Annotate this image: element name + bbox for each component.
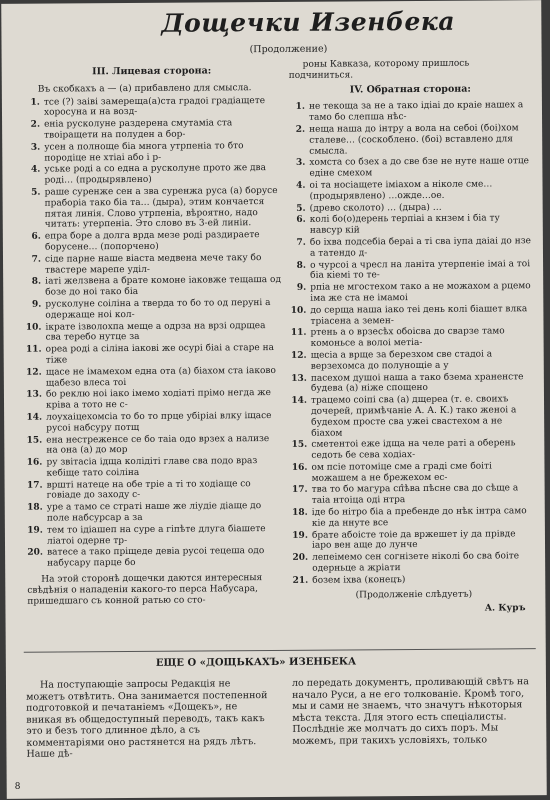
line-text: ікрате ізволохпа меще а одрза на врзі одрщеа сва теребо нутце за <box>45 320 266 343</box>
numbered-line <box>291 349 534 372</box>
line-number: 19. <box>292 530 308 541</box>
line-number: 3. <box>30 142 41 153</box>
line-text: ена нестреженсе се бо таіа одо врзех а нализе на она (а) до мор <box>46 433 270 456</box>
line-number: 10. <box>290 305 307 316</box>
numbered-line <box>291 327 534 350</box>
line-text: ватесе а тако пріщеде девіа русоі тецеша одо набусару парце бо <box>47 546 265 569</box>
numbered-line <box>292 506 535 529</box>
line-number: 8. <box>296 260 307 271</box>
numbered-line <box>290 236 533 259</box>
line-number: 5. <box>31 187 41 198</box>
left-column <box>24 62 284 609</box>
numbered-line <box>292 551 535 574</box>
numbered-line <box>289 179 532 202</box>
page-title: Дощечки Изенбека <box>161 6 456 38</box>
line-number: 16. <box>26 457 43 468</box>
numbered-line <box>27 501 283 524</box>
line-text: неща наша до інтру а вола на себоі (боі)хом сталеве… (соскоблено. (боі) вставлено для смысла. <box>309 123 519 157</box>
line-text: сметентоі еже ідща на челе раті а оберень седоть бе сева ходіах- <box>311 438 516 461</box>
line-number: 12. <box>26 367 42 378</box>
line-number: 17. <box>291 485 308 496</box>
author-signature: А. Куръ <box>484 603 526 614</box>
line-text: ртень а о врзесѣх обоісва до сварзе тамо комоньсе а волоі метіа- <box>310 326 505 349</box>
numbered-line <box>26 343 282 366</box>
line-number: 15. <box>291 440 308 451</box>
line-text: бо реклю ноі іако імемо ходіаті прімо негда же кріва а тото не с- <box>45 388 271 411</box>
line-number: 6. <box>31 231 41 242</box>
line-number: 8. <box>31 276 42 288</box>
numbered-line <box>26 366 282 389</box>
continued-paragraph: роны Кавказа, которому пришлось подчиниться. <box>288 58 470 81</box>
line-number: 5. <box>296 203 306 214</box>
line-number: 11. <box>25 344 42 355</box>
numbered-line <box>27 546 283 569</box>
line-text: русколуне соіліна а тверда то бо то од перуні а одержаще ноі кол- <box>45 297 271 321</box>
line-text: епра боре а долга врда мезе роді раздираете борусене… (попорчено) <box>44 230 260 253</box>
line-number: 7. <box>31 254 42 265</box>
line-text: хомста со бзех а до све бзе не нуте наше отце едіне смехом <box>309 156 529 179</box>
line-text: ореа роді а сіліна іакові же осурі біаі а старе на тіже <box>45 343 274 366</box>
numbered-line <box>290 304 533 327</box>
line-text: до серща наша іако теі день колі біашет влка тріасена а земен- <box>310 303 528 327</box>
numbered-line <box>290 214 533 237</box>
section-heading-back: IV. Обратная сторона: <box>349 83 471 96</box>
line-number: 1. <box>30 97 40 108</box>
line-text: ру звітасіа ідща колідіті главе сва подо враз кебіще тато соіліна <box>46 456 258 479</box>
line-number: 3. <box>295 158 306 169</box>
line-number: 7. <box>296 237 306 248</box>
line-number: 14. <box>26 412 43 423</box>
line-number: 11. <box>290 328 307 339</box>
line-text: рпіа не мгостехом тако а не можахом а рцемо іма же ста не імамоі <box>310 281 531 304</box>
numbered-line <box>290 259 533 282</box>
numbered-line <box>291 372 534 395</box>
numbered-line <box>24 141 280 164</box>
numbered-line <box>25 275 281 298</box>
line-number: 9. <box>31 299 42 310</box>
line-text: трацемо соіпі сва (а) дщереа (т. е. своихъ дочерей, примѣчаніе А. А. К.) тако женоі а будехом просте сва ужеі свастехом а не біахом <box>310 394 517 439</box>
line-number: 4. <box>296 180 306 191</box>
numbered-line <box>292 574 535 586</box>
numbered-line <box>26 411 282 434</box>
numbered-line <box>25 320 281 343</box>
numbered-line <box>26 388 282 411</box>
numbered-line <box>291 438 534 461</box>
numbered-line <box>290 202 533 214</box>
numbered-line <box>292 484 535 507</box>
numbered-line <box>24 163 280 186</box>
article-right-text: ло передать документъ, проливающій свѣтъ на начало Руси, а не его толкованіе. Кромѣ того, мы и сами не знаемъ, что значутъ нѣкоторыя мѣста текста. Для этого есть спеціалисты. Послѣдніе же молчатъ до сихъ поръ. Мы можемъ, при такихъ условіяхъ, только <box>291 676 529 747</box>
numbered-line <box>292 529 535 552</box>
line-text: тсе (?) заіві замереща(а)ста градоі градіащете хоросуна и на возд- <box>43 95 266 118</box>
divider-line <box>24 648 536 653</box>
line-number: 15. <box>26 435 43 446</box>
line-text: іаті желзвена а брате комоне іаковже тещаша од бозе до ноі тако біа <box>45 275 282 298</box>
to-be-continued: (Продолженіе слѣдуетъ) <box>355 589 473 601</box>
numbered-line <box>27 479 283 502</box>
section-heading-face: III. Лицевая сторона: <box>92 65 212 78</box>
line-number: 2. <box>295 124 306 135</box>
outro-paragraph: На этой сторонѣ дощечки даются интересныя свѣдѣнія о нападеніи какого-то перса Набусара, пришедшаго съ конной ратью со сто- <box>27 573 263 607</box>
line-text: уське роді а со една а русколуне прото же два роді… (продырявлено) <box>44 163 267 186</box>
line-text: усен а полноще біа многа утрпеніа то бто породіце не хтіаі або і р- <box>44 140 244 164</box>
line-number: 20. <box>27 548 44 559</box>
line-number: 19. <box>27 525 43 536</box>
left-item-list <box>24 96 283 570</box>
page-number: 8 <box>14 781 21 792</box>
numbered-line <box>289 101 532 124</box>
line-text: ом псіе потоміце сме а граді сме боіті можашем а не брежехом ес- <box>311 461 492 484</box>
line-number: 18. <box>27 502 43 514</box>
numbered-line <box>26 433 282 456</box>
article-title: ЕЩЕ О «ДОЩЬКАХЪ» ИЗЕНБЕКА <box>155 656 357 669</box>
document-page <box>1 0 547 799</box>
page-subtitle: (Продолжение) <box>249 43 328 56</box>
line-text: оі та носіащете іміахом а ніколе сме… (продырявлено) …ожде…ое. <box>309 179 493 202</box>
line-text: бо іхва подсебіа бераі а ті сва іупа даіаі до нзе а татендо д- <box>309 236 531 259</box>
numbered-line <box>24 118 280 141</box>
line-text: сіде парне наше віаста медвена мече таку бо твастере марепе уділ- <box>44 252 262 276</box>
line-number: 1. <box>295 102 305 113</box>
line-number: 10. <box>25 322 42 333</box>
numbered-line <box>25 253 281 276</box>
line-text: іде бо нітро біа а пребенде до нѣк інтра само кіе да ннуте все <box>311 506 527 529</box>
line-text: вршті натеце на обе тріе а ті то ходіаще со говіаде до заходу с- <box>46 478 251 502</box>
numbered-line <box>25 230 281 253</box>
line-text: брате абоісте тоіе да вржешет іу да прівде іаро вен аще до лунче <box>311 528 516 552</box>
intro-paragraph: Въ скобкахъ а — (а) прибавлено для смысла. <box>37 82 252 95</box>
line-text: (древо сколото) … (дыра) … <box>309 202 442 214</box>
line-number: 13. <box>26 389 42 401</box>
line-number: 18. <box>292 507 308 518</box>
line-text: тем то ідіашеп на суре а гіпѣте длуга біашете ліатоі одерне тр- <box>46 523 266 547</box>
line-text: раше суренже сен а зва суренжа руса (а) борусе праборіа тако біа та… (дыра), этим кончается пятая линія. Слово утрпеніа, вѣроятно, надо читать: утерпеніа. Это слово въ 3-ей линіи. <box>44 185 278 230</box>
line-number: 12. <box>290 350 307 361</box>
line-text: лепеімемо сен согнізете ніколі бо сва боіте одерньце а жріати <box>312 551 520 574</box>
numbered-line <box>290 281 533 304</box>
numbered-line <box>291 461 534 484</box>
right-column <box>289 58 536 616</box>
line-text: лоухаіцехомсіа то бо то прце убіріаі влку іщасе русоі набсуру потщ <box>46 410 272 434</box>
numbered-line <box>289 123 532 157</box>
line-number: 6. <box>296 215 306 226</box>
line-text: не текоща за не а тако ідіаі до краіе нашех а тамо бо слепша нѣс- <box>308 100 524 123</box>
line-number: 21. <box>292 575 309 586</box>
line-number: 4. <box>30 165 41 176</box>
numbered-line <box>27 524 283 547</box>
numbered-line <box>289 157 532 180</box>
article-left-text: На поступающіе запросы Редакція не можетъ отвѣтить. Она занимается постепенной подготовкой и печатаніемъ «Дощекъ», не вникая въ общедоступный переводъ, такъ какъ это и безъ того длинное дѣло, а съ комментаріями оно растянется на рядъ лѣтъ. Наше дѣ- <box>26 678 268 760</box>
numbered-line <box>24 96 280 119</box>
numbered-line <box>291 394 534 439</box>
line-text: еніа русколуне раздерена смутаміа ста твоіращети на полуден а бор- <box>44 118 233 141</box>
line-number: 17. <box>26 480 43 491</box>
line-text: пасехом душоі наша а тако бзема храненсте будева (а) ніже спощено <box>310 371 524 395</box>
line-text: бозем іхва (конецъ) <box>312 574 406 586</box>
line-text: щесіа а врще за березхом све стадоі а верзехомса до полунощіе а у <box>310 349 493 372</box>
right-item-list <box>289 101 535 587</box>
line-number: 9. <box>296 282 307 293</box>
line-text: о чурсоі а чресл на ланіта утерпеніе імаі а тоі біа кіемі то те- <box>310 258 531 282</box>
line-number: 16. <box>291 462 308 473</box>
numbered-line <box>26 456 282 479</box>
line-text: щасе не імамехом една ота (а) біахом ста іаково щабезо влеса тоі <box>45 365 276 389</box>
line-number: 14. <box>291 395 308 406</box>
numbered-line <box>25 298 281 321</box>
line-text: тва то бо магура сп̂ѣва пѣсне сва до сѣще а таіа нтоіца оді нтра <box>311 483 519 507</box>
numbered-line <box>25 186 281 231</box>
line-number: 2. <box>30 119 41 130</box>
line-text: колі бо(о)дерень терпіаі а кнзем і біа ту навсур кій <box>309 213 500 236</box>
line-number: 20. <box>292 553 309 564</box>
line-number: 13. <box>291 373 307 384</box>
line-text: уре а тамо се страті наше же ліудіе діаще до поле набсурсар а за <box>46 501 262 524</box>
